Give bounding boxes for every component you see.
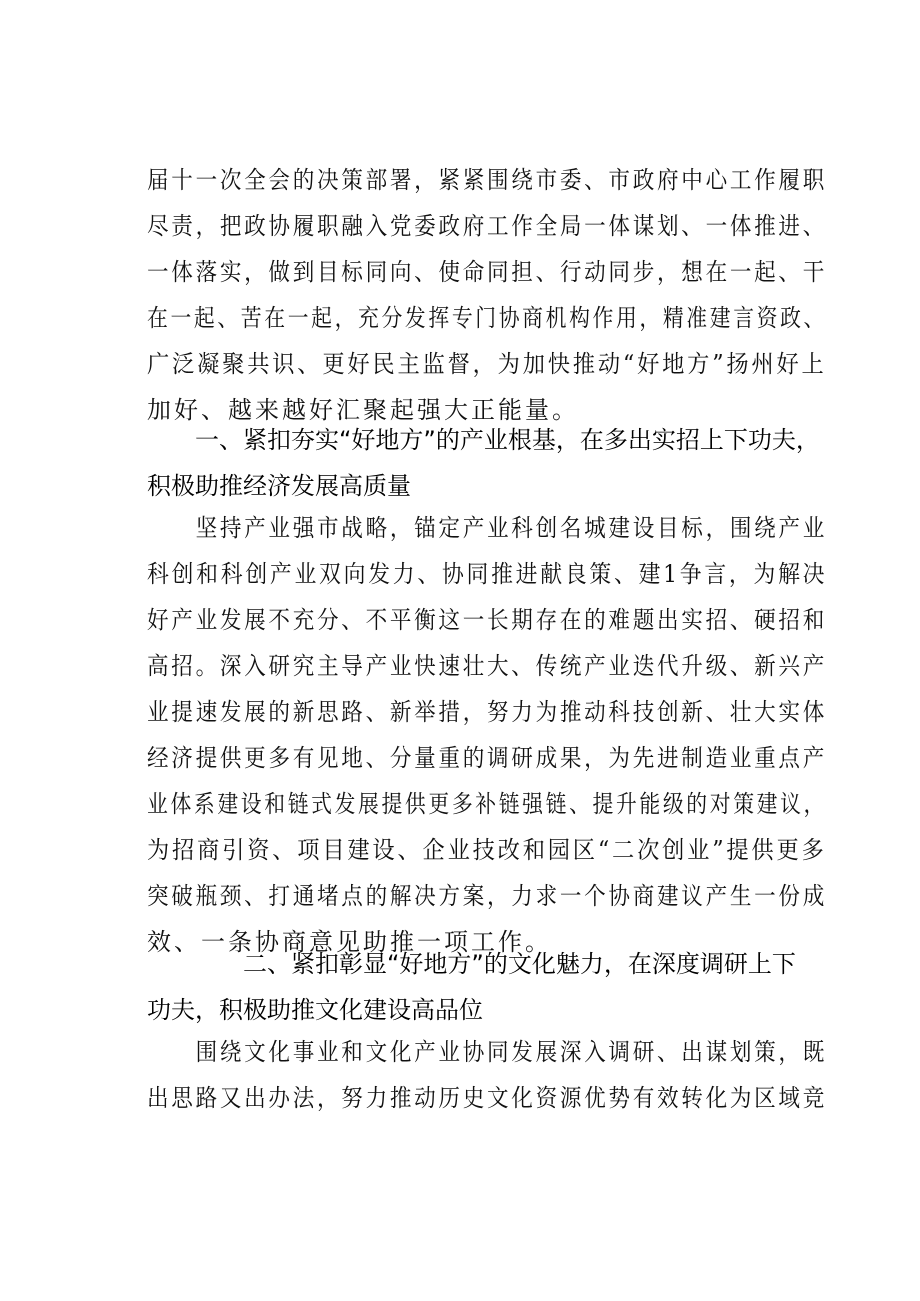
text-line: 业提速发展的新思路、新举措，努力为推动科技创新、壮大实体 bbox=[147, 698, 827, 726]
text-line: 一体落实，做到目标同向、使命同担、行动同步，想在一起、干 bbox=[147, 258, 827, 286]
section-paragraph-1 bbox=[147, 505, 827, 965]
text-line: 广泛凝聚共识、更好民主监督，为加快推动“好地方”扬州好上 bbox=[147, 350, 827, 378]
heading-line: 积极助推经济发展高质量 bbox=[147, 472, 411, 500]
text-line: 为招商引资、项目建设、企业技改和园区“二次创业”提供更多 bbox=[147, 836, 827, 864]
text-line: 好产业发展不充分、不平衡这一长期存在的难题出实招、硬招和 bbox=[147, 606, 827, 634]
text-line: 效、一条协商意见助推一项工作。 bbox=[147, 928, 552, 956]
text-line: 届十一次全会的决策部署，紧紧围绕市委、市政府中心工作履职 bbox=[147, 166, 827, 194]
heading-line: 二、紧扣彰显“好地方”的文化魅力，在深度调研上下 bbox=[147, 950, 796, 978]
text-line: 突破瓶颈、打通堵点的解决方案，力求一个协商建议产生一份成 bbox=[147, 882, 827, 910]
text-line: 科创和科创产业双向发力、协同推进献良策、建1争言，为解决 bbox=[147, 560, 828, 588]
heading-line: 一、紧扣夯实“好地方”的产业根基，在多出实招上下功夫， bbox=[147, 426, 820, 454]
text-line: 高招。深入研究主导产业快速壮大、传统产业迭代升级、新兴产 bbox=[147, 652, 827, 680]
section-heading-2 bbox=[147, 941, 827, 1033]
section-paragraph-2 bbox=[147, 1029, 827, 1121]
text-line: 在一起、苦在一起，充分发挥专门协商机构作用，精准建言资政、 bbox=[147, 304, 827, 332]
heading-line: 功夫，积极助推文化建设高品位 bbox=[147, 996, 483, 1024]
section-heading-1 bbox=[147, 417, 827, 509]
text-line: 经济提供更多有见地、分量重的调研成果，为先进制造业重点产 bbox=[147, 744, 827, 772]
intro-paragraph bbox=[147, 157, 827, 433]
text-line: 加好、越来越好汇聚起强大正能量。 bbox=[147, 396, 579, 424]
text-line: 出思路又出办法，努力推动历史文化资源优势有效转化为区域竞 bbox=[147, 1084, 827, 1112]
text-line: 坚持产业强市战略，锚定产业科创名城建设目标，围绕产业 bbox=[147, 514, 827, 542]
text-line: 尽责，把政协履职融入党委政府工作全局一体谋划、一体推进、 bbox=[147, 212, 827, 240]
text-line: 围绕文化事业和文化产业协同发展深入调研、出谋划策，既 bbox=[147, 1038, 827, 1066]
text-line: 业体系建设和链式发展提供更多补链强链、提升能级的对策建议， bbox=[147, 790, 827, 818]
